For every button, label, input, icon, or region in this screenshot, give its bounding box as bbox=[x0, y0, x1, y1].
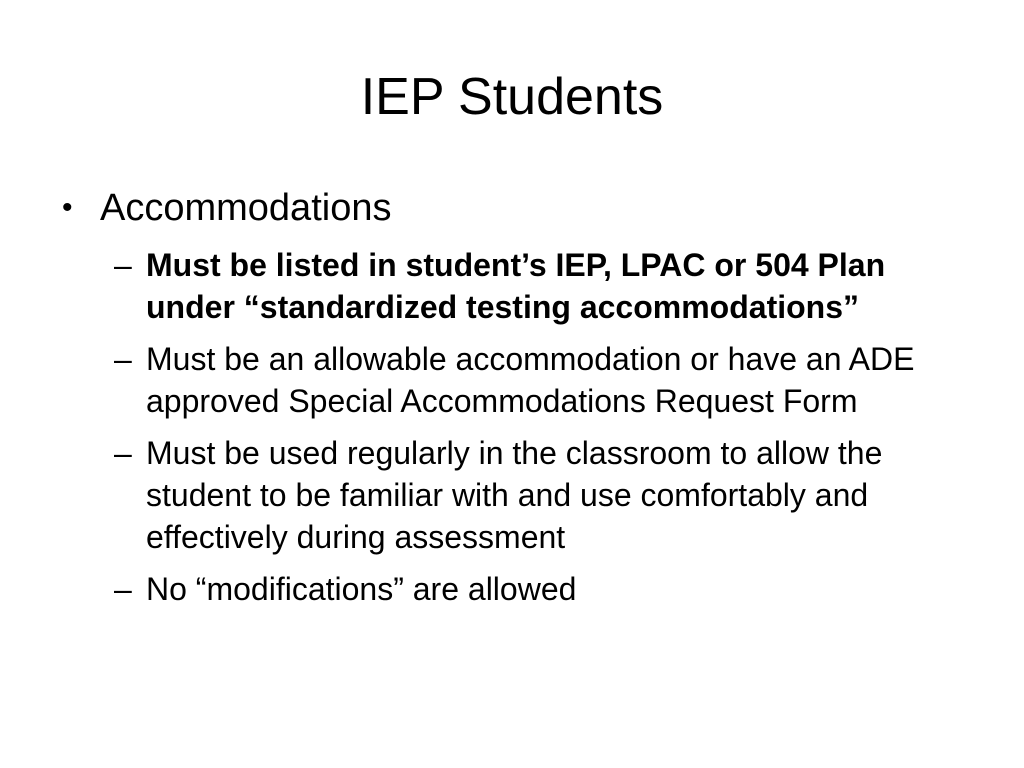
sub-bullet-text: No “modifications” are allowed bbox=[146, 571, 577, 607]
sub-bullet-text: Must be used regularly in the classroom to allow the student to be familiar with and use comfortably and effectively during assessment bbox=[146, 435, 883, 555]
bullet-label: Accommodations bbox=[100, 187, 392, 229]
sub-bullet-item bbox=[114, 432, 964, 558]
dash-marker: – bbox=[114, 435, 132, 471]
bullet-marker: • bbox=[62, 191, 73, 224]
sub-bullet-item bbox=[114, 568, 964, 610]
bullet-item-accommodations bbox=[62, 184, 962, 232]
sub-bullet-item bbox=[114, 338, 964, 422]
sub-bullet-list bbox=[114, 244, 964, 620]
dash-marker: – bbox=[114, 571, 132, 607]
sub-bullet-text: Must be an allowable accommodation or have an ADE approved Special Accommodations Request Form bbox=[146, 341, 915, 419]
sub-bullet-text: Must be listed in student’s IEP, LPAC or 504 Plan under “standardized testing accommodations” bbox=[146, 247, 886, 325]
dash-marker: – bbox=[114, 247, 132, 283]
dash-marker: – bbox=[114, 341, 132, 377]
slide-title: IEP Students bbox=[360, 68, 664, 126]
sub-bullet-item bbox=[114, 244, 964, 328]
